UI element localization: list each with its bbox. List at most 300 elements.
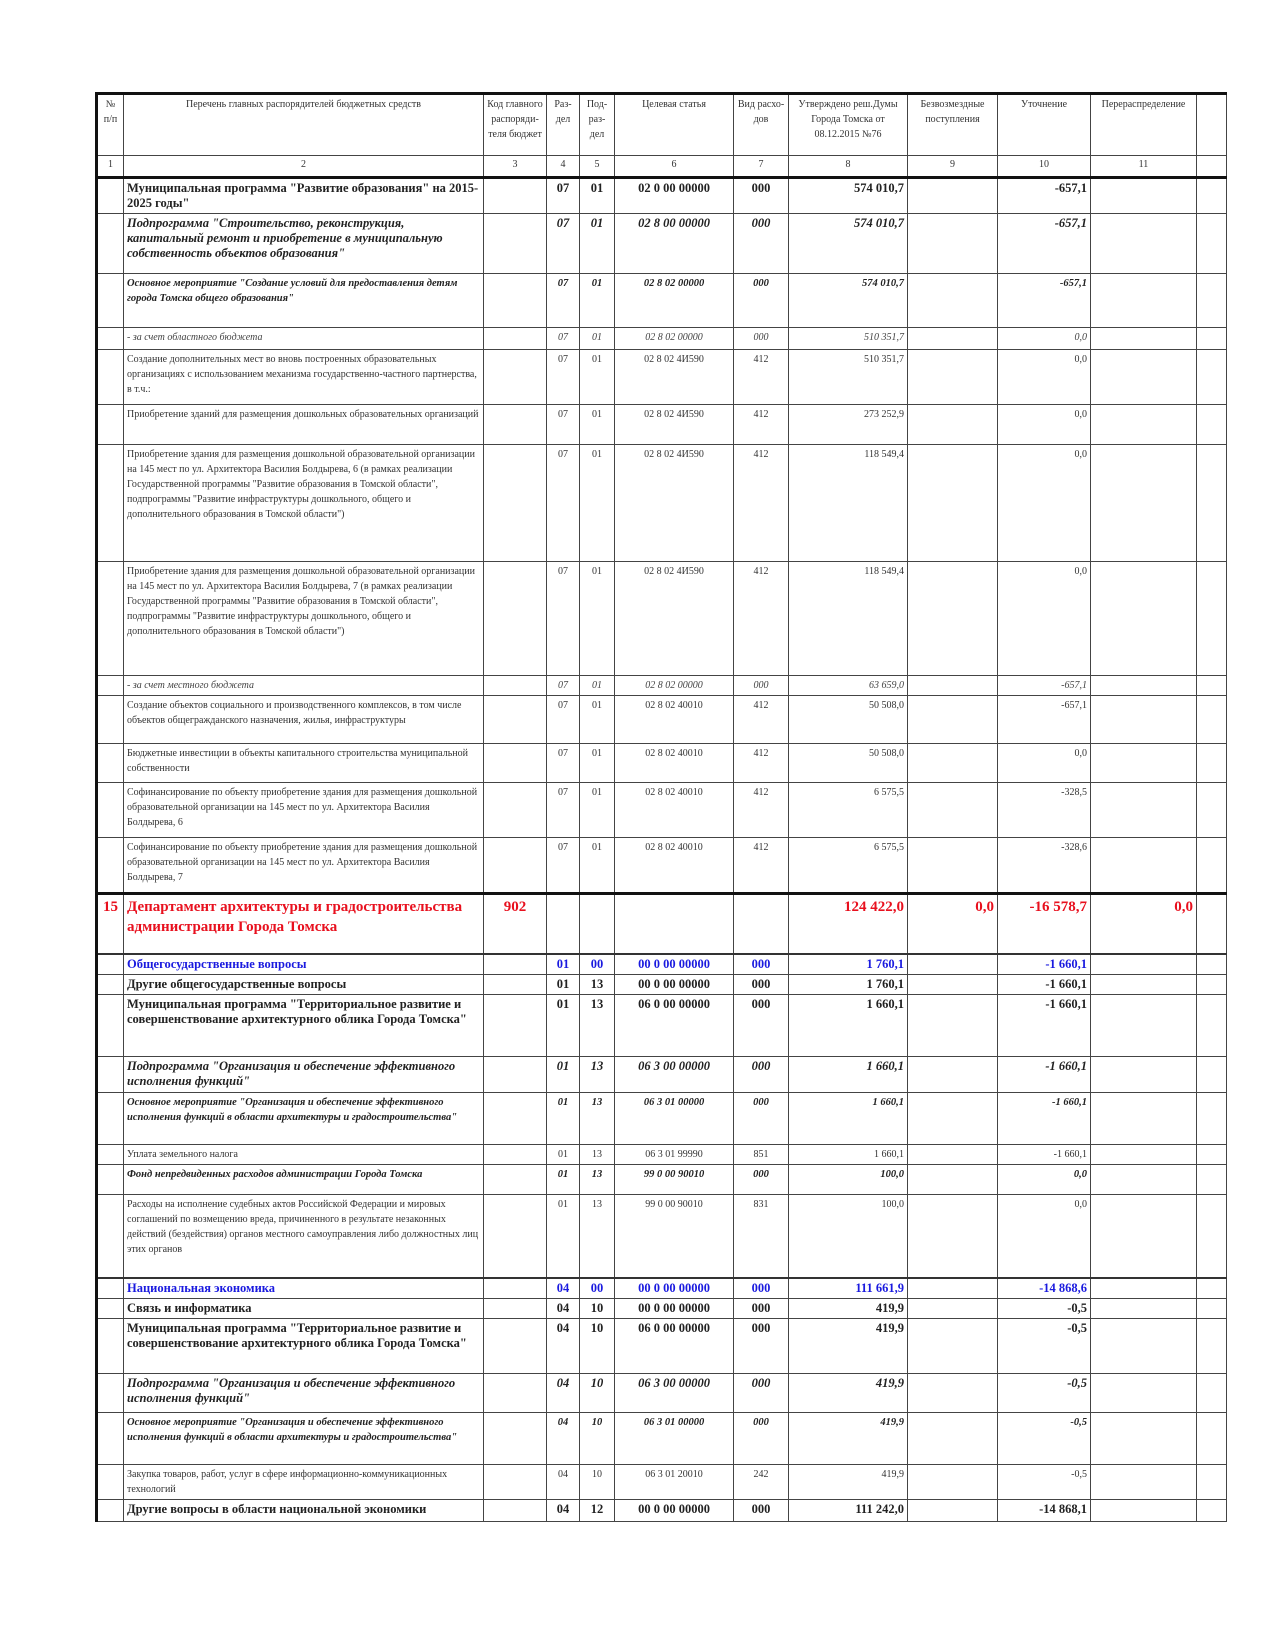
cell-code [484,350,547,405]
table-row [97,1374,1227,1413]
cell-name: Основное мероприятие "Создание условий для предоставления детям города Томска общего образования" [124,274,484,328]
cell-podrazdel: 10 [580,1374,615,1413]
cell-razdel: 01 [547,954,580,975]
table-row [97,1092,1227,1144]
cell-extra [1197,1500,1227,1522]
cell-vid: 000 [734,1413,789,1465]
cell-extra [1197,562,1227,676]
cell-clarify: -328,6 [998,838,1091,894]
cell-vid: 412 [734,405,789,445]
cell-redistr [1091,838,1197,894]
cell-extra [1197,1278,1227,1299]
cell-target: 99 0 00 90010 [615,1194,734,1278]
column-header: Перечень главных распорядителей бюджетных средств [124,94,484,156]
cell-no [97,838,124,894]
column-header: Код главного распоряди-теля бюджет [484,94,547,156]
cell-code [484,328,547,350]
cell-target: 02 8 02 00000 [615,676,734,696]
cell-clarify: -657,1 [998,274,1091,328]
cell-code [484,1374,547,1413]
cell-extra [1197,954,1227,975]
cell-code [484,994,547,1056]
cell-no [97,1374,124,1413]
cell-redistr [1091,1413,1197,1465]
cell-redistr [1091,1194,1197,1278]
cell-clarify: -1 660,1 [998,1056,1091,1092]
cell-target: 06 0 00 00000 [615,994,734,1056]
cell-name: Общегосударственные вопросы [124,954,484,975]
cell-no [97,1319,124,1374]
table-row [97,1465,1227,1500]
cell-no [97,274,124,328]
cell-clarify: -0,5 [998,1413,1091,1465]
table-row [97,1500,1227,1522]
cell-redistr [1091,1056,1197,1092]
cell-approved: 6 575,5 [789,838,908,894]
cell-razdel: 01 [547,1092,580,1144]
cell-extra [1197,445,1227,562]
cell-clarify: 0,0 [998,328,1091,350]
cell-code [484,1092,547,1144]
cell-extra [1197,1194,1227,1278]
cell-free [908,178,998,214]
cell-code [484,1413,547,1465]
cell-approved: 63 659,0 [789,676,908,696]
column-header: Целевая статья [615,94,734,156]
table-row [97,328,1227,350]
cell-podrazdel: 00 [580,954,615,975]
cell-podrazdel: 13 [580,974,615,994]
cell-code [484,1299,547,1319]
cell-free [908,1374,998,1413]
cell-extra [1197,1144,1227,1164]
cell-podrazdel: 01 [580,783,615,838]
cell-free [908,1056,998,1092]
column-number: 7 [734,156,789,178]
cell-no [97,676,124,696]
cell-clarify: -14 868,6 [998,1278,1091,1299]
cell-free [908,994,998,1056]
column-header: Утверждено реш.Думы Города Томска от 08.12.2015 №76 [789,94,908,156]
cell-name: Муниципальная программа "Развитие образования" на 2015-2025 годы" [124,178,484,214]
cell-name: Связь и информатика [124,1299,484,1319]
cell-free [908,1092,998,1144]
cell-free [908,1278,998,1299]
cell-approved: 124 422,0 [789,894,908,954]
cell-razdel: 07 [547,274,580,328]
cell-clarify: -0,5 [998,1299,1091,1319]
cell-redistr [1091,178,1197,214]
column-number: 10 [998,156,1091,178]
column-number: 9 [908,156,998,178]
column-number: 8 [789,156,908,178]
cell-extra [1197,1092,1227,1144]
cell-no [97,1500,124,1522]
cell-redistr [1091,696,1197,744]
cell-name: Другие общегосударственные вопросы [124,974,484,994]
column-number [1197,156,1227,178]
cell-razdel: 07 [547,350,580,405]
cell-razdel: 07 [547,696,580,744]
cell-target: 00 0 00 00000 [615,1500,734,1522]
cell-razdel: 07 [547,562,580,676]
cell-no [97,954,124,975]
column-number: 11 [1091,156,1197,178]
cell-razdel: 07 [547,178,580,214]
cell-clarify: 0,0 [998,350,1091,405]
cell-approved: 419,9 [789,1413,908,1465]
table-row [97,894,1227,954]
cell-approved: 419,9 [789,1465,908,1500]
cell-no [97,1092,124,1144]
cell-clarify: -1 660,1 [998,974,1091,994]
column-header: Раз-дел [547,94,580,156]
cell-extra [1197,1319,1227,1374]
cell-name: Закупка товаров, работ, услуг в сфере информационно-коммуникационных технологий [124,1465,484,1500]
cell-razdel: 01 [547,1194,580,1278]
column-header: № п/п [97,94,124,156]
cell-target: 02 8 02 40010 [615,838,734,894]
cell-razdel: 01 [547,1144,580,1164]
cell-free [908,328,998,350]
cell-code [484,744,547,783]
cell-vid: 242 [734,1465,789,1500]
cell-redistr [1091,1164,1197,1194]
cell-name: Уплата земельного налога [124,1144,484,1164]
cell-redistr [1091,1299,1197,1319]
cell-target: 02 8 02 00000 [615,274,734,328]
cell-approved: 510 351,7 [789,350,908,405]
table-row [97,1056,1227,1092]
cell-free [908,744,998,783]
cell-vid: 000 [734,954,789,975]
header-row [97,94,1227,156]
cell-podrazdel: 01 [580,744,615,783]
cell-name: Муниципальная программа "Территориальное развитие и совершенствование архитектурного облика Города Томска" [124,994,484,1056]
cell-vid: 000 [734,974,789,994]
cell-code [484,954,547,975]
cell-name: Фонд непредвиденных расходов администрации Города Томска [124,1164,484,1194]
cell-extra [1197,1056,1227,1092]
table-row [97,562,1227,676]
cell-code [484,1278,547,1299]
cell-name: - за счет областного бюджета [124,328,484,350]
cell-name: Софинансирование по объекту приобретение здания для размещения дошкольной образовательной организации на 145 мест по ул. Архитектора Василия Болдырева, 7 [124,838,484,894]
cell-clarify: 0,0 [998,405,1091,445]
table-row [97,696,1227,744]
cell-approved: 419,9 [789,1299,908,1319]
cell-code [484,1194,547,1278]
table-row [97,676,1227,696]
cell-redistr [1091,350,1197,405]
cell-approved: 273 252,9 [789,405,908,445]
cell-free [908,696,998,744]
cell-clarify: -657,1 [998,178,1091,214]
cell-redistr [1091,994,1197,1056]
cell-clarify: -328,5 [998,783,1091,838]
cell-code [484,445,547,562]
cell-vid: 000 [734,1056,789,1092]
cell-redistr [1091,744,1197,783]
cell-target: 06 3 01 99990 [615,1144,734,1164]
cell-code [484,1500,547,1522]
cell-razdel: 07 [547,328,580,350]
cell-target: 06 3 01 00000 [615,1092,734,1144]
cell-podrazdel: 12 [580,1500,615,1522]
cell-approved: 1 660,1 [789,1144,908,1164]
cell-approved: 1 660,1 [789,1092,908,1144]
column-number: 4 [547,156,580,178]
cell-vid: 412 [734,783,789,838]
cell-approved: 118 549,4 [789,562,908,676]
cell-no [97,1194,124,1278]
cell-extra [1197,214,1227,274]
cell-approved: 111 661,9 [789,1278,908,1299]
cell-clarify: 0,0 [998,445,1091,562]
cell-name: Подпрограмма "Организация и обеспечение эффективного исполнения функций" [124,1374,484,1413]
cell-redistr [1091,562,1197,676]
cell-approved: 574 010,7 [789,274,908,328]
cell-razdel: 01 [547,974,580,994]
cell-code [484,178,547,214]
cell-vid: 412 [734,696,789,744]
cell-razdel: 01 [547,1164,580,1194]
cell-vid: 851 [734,1144,789,1164]
cell-extra [1197,1413,1227,1465]
cell-code [484,783,547,838]
cell-razdel: 07 [547,838,580,894]
table-row [97,954,1227,975]
cell-no [97,445,124,562]
cell-clarify: 0,0 [998,1164,1091,1194]
cell-code [484,1319,547,1374]
cell-podrazdel: 10 [580,1319,615,1374]
cell-vid: 000 [734,676,789,696]
cell-extra [1197,350,1227,405]
cell-extra [1197,838,1227,894]
cell-extra [1197,178,1227,214]
table-row [97,214,1227,274]
cell-name: Расходы на исполнение судебных актов Российской Федерации и мировых соглашений по возмещению вреда, причиненного в результате незаконных действий (бездействия) органов местного самоуправления либо должностных лиц этих органов [124,1194,484,1278]
cell-free [908,405,998,445]
cell-clarify: -1 660,1 [998,1092,1091,1144]
cell-redistr [1091,1278,1197,1299]
cell-clarify: 0,0 [998,562,1091,676]
cell-podrazdel: 01 [580,445,615,562]
cell-redistr [1091,445,1197,562]
cell-target: 02 8 02 4И590 [615,350,734,405]
cell-target: 02 8 02 40010 [615,783,734,838]
cell-clarify: -1 660,1 [998,994,1091,1056]
cell-podrazdel: 10 [580,1465,615,1500]
cell-clarify: -657,1 [998,676,1091,696]
cell-target: 02 8 02 40010 [615,744,734,783]
cell-razdel: 07 [547,783,580,838]
table-body [97,178,1227,1522]
cell-target: 00 0 00 00000 [615,974,734,994]
table-row [97,1164,1227,1194]
cell-no [97,1056,124,1092]
cell-redistr [1091,1500,1197,1522]
cell-code [484,1144,547,1164]
table-row [97,1278,1227,1299]
cell-vid: 000 [734,214,789,274]
table-row [97,974,1227,994]
cell-name: Приобретение зданий для размещения дошкольных образовательных организаций [124,405,484,445]
column-number-row [97,156,1227,178]
cell-name: Приобретение здания для размещения дошкольной образовательной организации на 145 мест по ул. Архитектора Василия Болдырева, 7 (в рамках реализации Государственной программы "Развитие образования в Томской области", подпрограммы "Развитие инфраструктуры дошкольного, общего и дополнительного образования в Томской области") [124,562,484,676]
cell-vid: 412 [734,445,789,562]
cell-approved: 1 760,1 [789,974,908,994]
cell-no [97,696,124,744]
table-row [97,838,1227,894]
cell-free [908,1144,998,1164]
column-number: 5 [580,156,615,178]
cell-target: 06 3 00 00000 [615,1374,734,1413]
cell-approved: 50 508,0 [789,744,908,783]
cell-vid: 000 [734,1164,789,1194]
cell-clarify: -0,5 [998,1374,1091,1413]
cell-free [908,783,998,838]
cell-approved: 118 549,4 [789,445,908,562]
cell-target: 02 0 00 00000 [615,178,734,214]
cell-code [484,696,547,744]
cell-vid: 000 [734,1092,789,1144]
cell-redistr [1091,1319,1197,1374]
cell-extra [1197,274,1227,328]
cell-free [908,676,998,696]
column-number: 2 [124,156,484,178]
cell-target: 02 8 02 4И590 [615,562,734,676]
cell-vid: 831 [734,1194,789,1278]
table-row [97,445,1227,562]
column-header: Вид расхо-дов [734,94,789,156]
cell-approved: 1 660,1 [789,1056,908,1092]
cell-vid: 000 [734,178,789,214]
cell-approved: 100,0 [789,1164,908,1194]
cell-no [97,350,124,405]
cell-extra [1197,676,1227,696]
cell-podrazdel: 13 [580,1056,615,1092]
cell-clarify: -657,1 [998,214,1091,274]
cell-razdel: 04 [547,1299,580,1319]
cell-redistr [1091,1092,1197,1144]
cell-podrazdel: 01 [580,838,615,894]
cell-vid: 000 [734,328,789,350]
cell-razdel: 04 [547,1413,580,1465]
cell-clarify: 0,0 [998,744,1091,783]
table-row [97,405,1227,445]
cell-clarify: 0,0 [998,1194,1091,1278]
cell-podrazdel: 10 [580,1299,615,1319]
cell-code [484,214,547,274]
cell-approved: 1 660,1 [789,994,908,1056]
cell-target: 06 3 01 00000 [615,1413,734,1465]
cell-code [484,1164,547,1194]
cell-razdel [547,894,580,954]
cell-approved: 111 242,0 [789,1500,908,1522]
cell-podrazdel: 01 [580,676,615,696]
cell-redistr [1091,676,1197,696]
table-row [97,274,1227,328]
cell-razdel: 04 [547,1465,580,1500]
cell-vid: 000 [734,1500,789,1522]
cell-target: 00 0 00 00000 [615,1278,734,1299]
cell-code [484,405,547,445]
cell-free [908,1319,998,1374]
cell-target: 02 8 02 4И590 [615,445,734,562]
cell-razdel: 04 [547,1500,580,1522]
cell-extra [1197,1164,1227,1194]
cell-vid: 000 [734,1319,789,1374]
cell-vid: 412 [734,838,789,894]
cell-code [484,1056,547,1092]
cell-vid: 000 [734,1278,789,1299]
cell-podrazdel: 01 [580,350,615,405]
cell-podrazdel: 13 [580,1092,615,1144]
cell-redistr [1091,274,1197,328]
cell-no [97,974,124,994]
cell-podrazdel: 01 [580,214,615,274]
cell-vid: 000 [734,994,789,1056]
cell-podrazdel [580,894,615,954]
cell-extra [1197,894,1227,954]
cell-razdel: 07 [547,445,580,562]
cell-no [97,405,124,445]
cell-approved: 510 351,7 [789,328,908,350]
cell-podrazdel: 01 [580,178,615,214]
cell-extra [1197,744,1227,783]
table-row [97,1299,1227,1319]
cell-free [908,214,998,274]
cell-no [97,1278,124,1299]
cell-redistr [1091,328,1197,350]
cell-name: Основное мероприятие "Организация и обеспечение эффективного исполнения функций в области архитектуры и градостроительства" [124,1413,484,1465]
cell-target: 99 0 00 90010 [615,1164,734,1194]
cell-redistr [1091,405,1197,445]
cell-redistr [1091,1465,1197,1500]
cell-extra [1197,1374,1227,1413]
cell-free [908,1164,998,1194]
cell-approved: 419,9 [789,1374,908,1413]
cell-vid: 000 [734,1299,789,1319]
cell-approved: 419,9 [789,1319,908,1374]
cell-extra [1197,783,1227,838]
cell-free [908,1299,998,1319]
cell-vid: 412 [734,562,789,676]
cell-razdel: 07 [547,405,580,445]
cell-razdel: 07 [547,676,580,696]
cell-no [97,1164,124,1194]
column-header: Перераспределение [1091,94,1197,156]
cell-razdel: 01 [547,994,580,1056]
cell-podrazdel: 01 [580,405,615,445]
column-header [1197,94,1227,156]
cell-free [908,350,998,405]
cell-name: Подпрограмма "Строительство, реконструкция, капитальный ремонт и приобретение в муниципальную собственность объектов образования" [124,214,484,274]
table-row [97,783,1227,838]
cell-name: Приобретение здания для размещения дошкольной образовательной организации на 145 мест по ул. Архитектора Василия Болдырева, 6 (в рамках реализации Государственной программы "Развитие образования в Томской области", подпрограммы "Развитие инфраструктуры дошкольного, общего и дополнительного образования в Томской области") [124,445,484,562]
cell-clarify: -0,5 [998,1465,1091,1500]
cell-code [484,1465,547,1500]
cell-free [908,1194,998,1278]
cell-podrazdel: 01 [580,274,615,328]
cell-extra [1197,328,1227,350]
cell-no [97,1413,124,1465]
cell-target: 02 8 02 00000 [615,328,734,350]
cell-redistr [1091,974,1197,994]
cell-name: Другие вопросы в области национальной экономики [124,1500,484,1522]
